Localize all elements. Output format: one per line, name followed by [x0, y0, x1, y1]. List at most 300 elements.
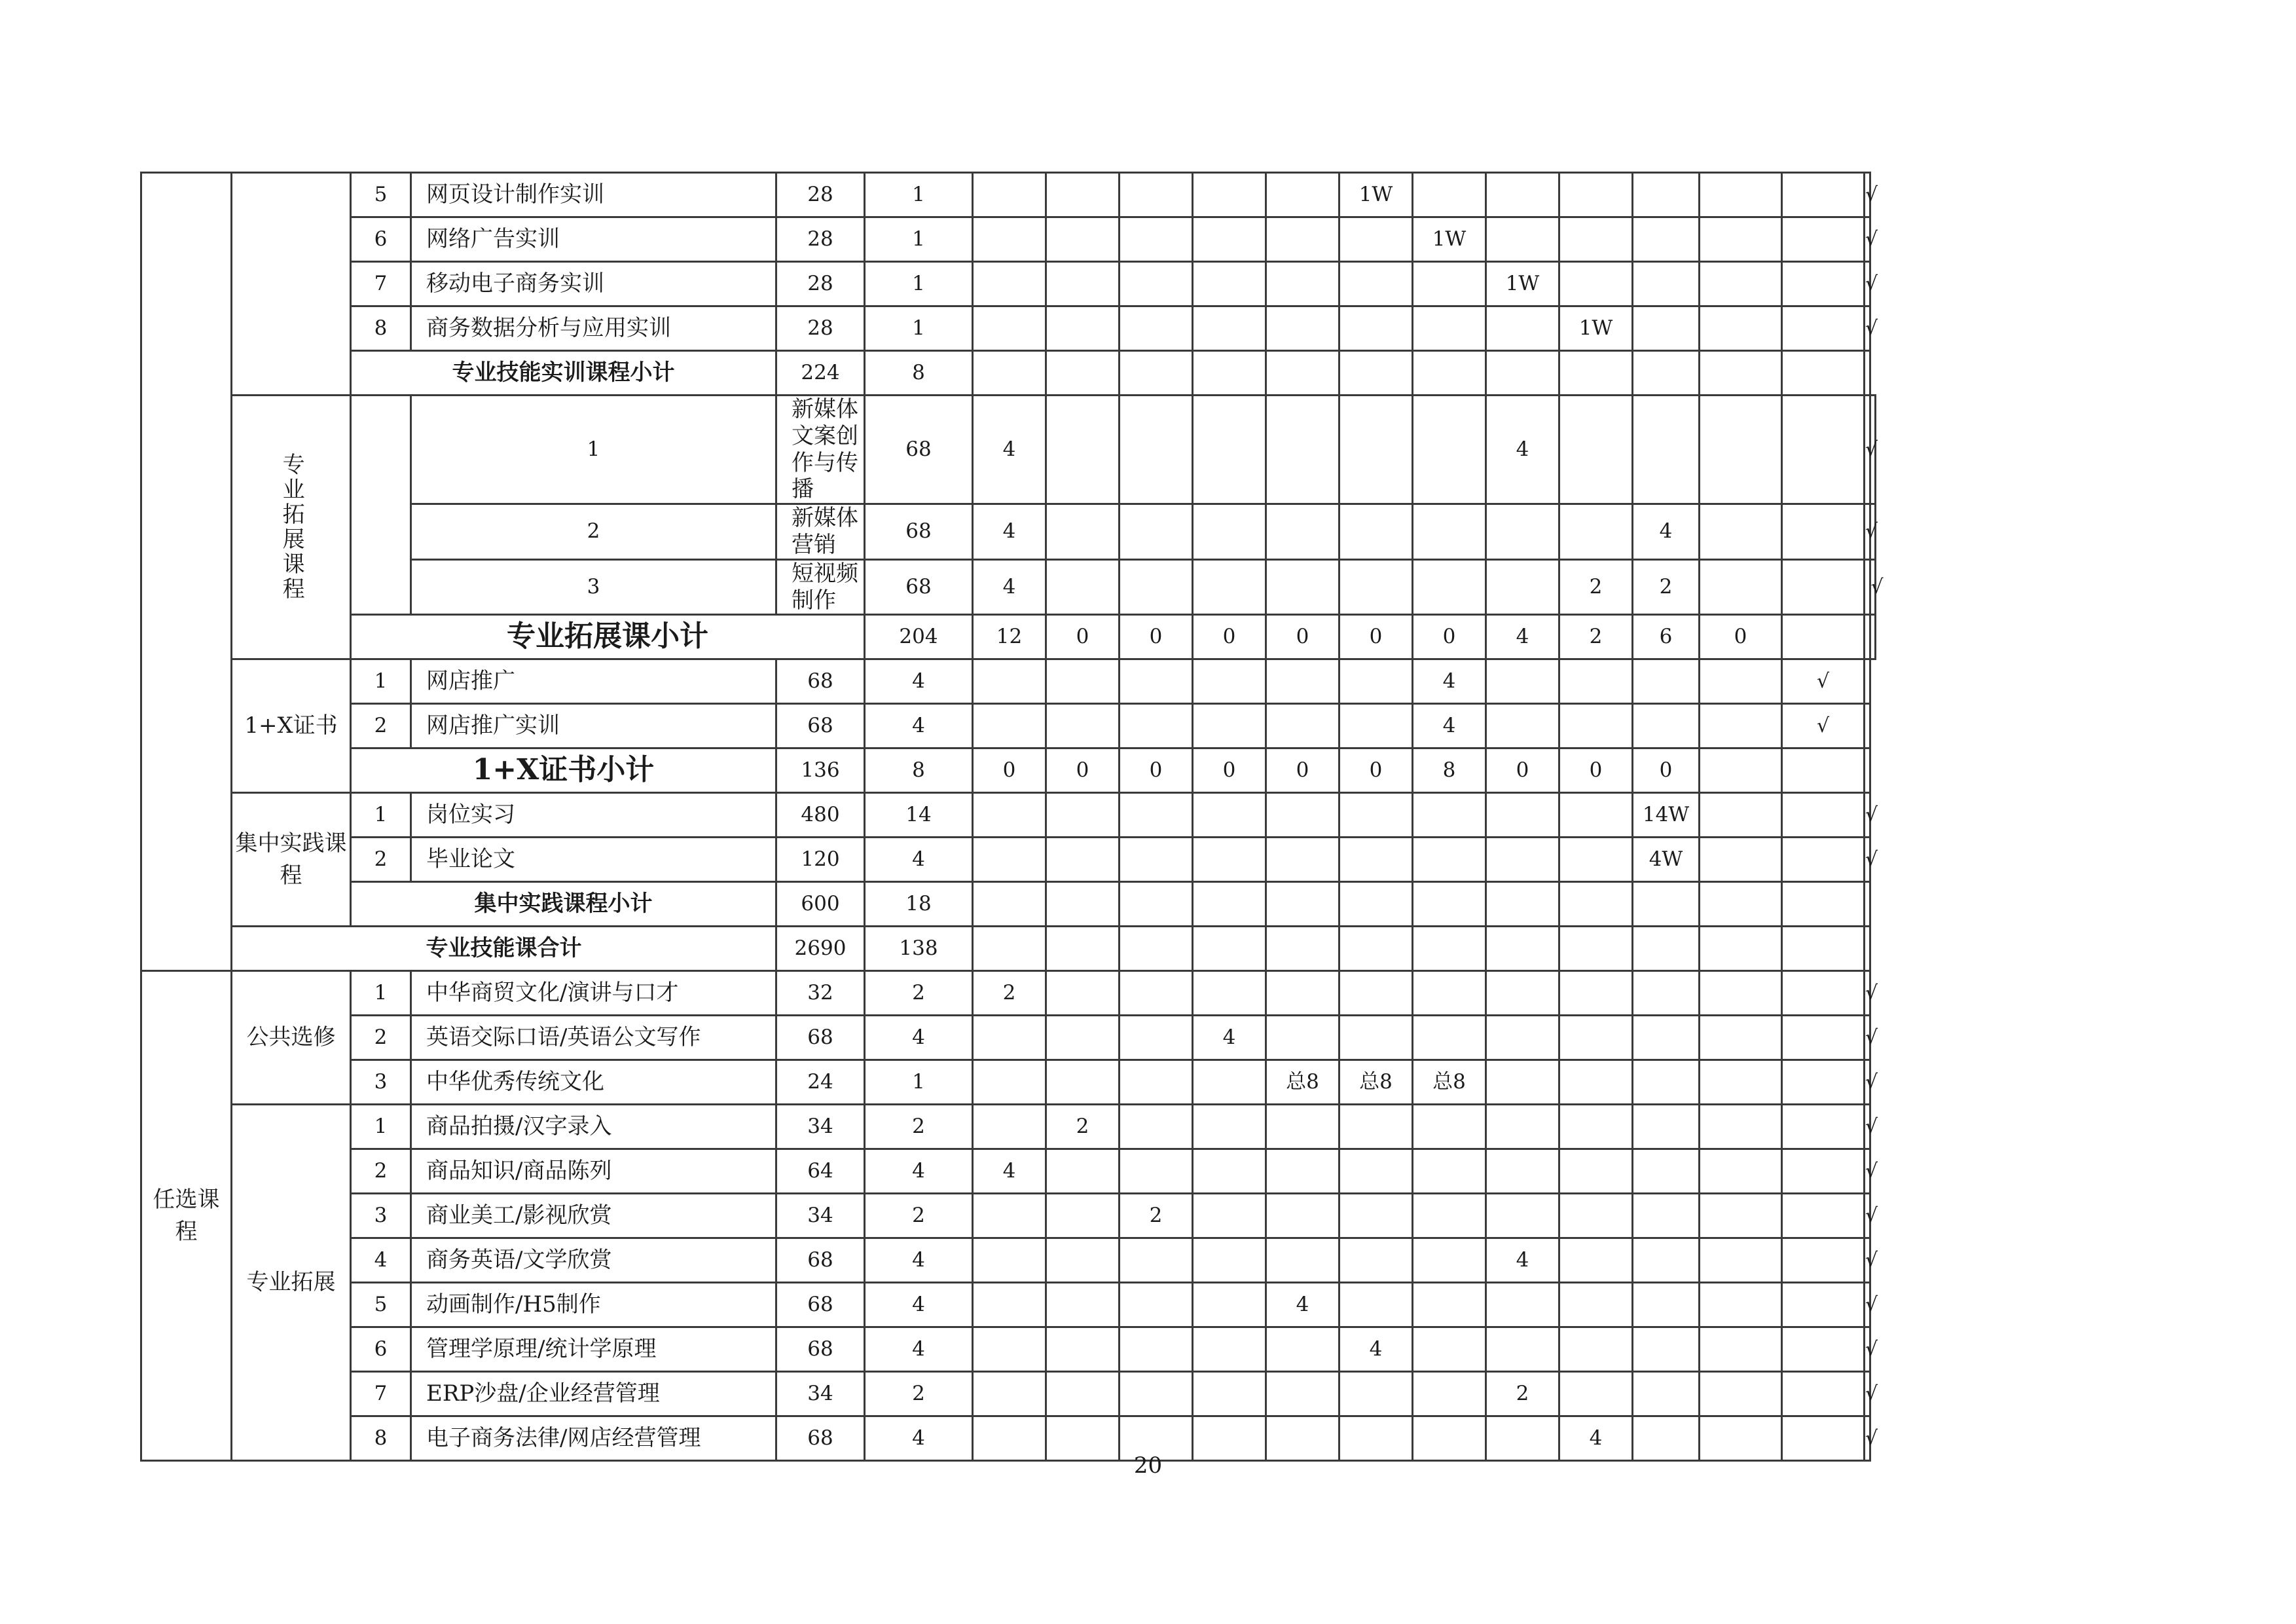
semester-cell: [1633, 262, 1700, 306]
semester-cell: [1120, 217, 1193, 262]
semester-cell: [1046, 927, 1120, 971]
semester-cell: [1486, 838, 1559, 882]
semester-cell: [1559, 659, 1633, 704]
credit-cell: 4: [865, 659, 973, 704]
semester-cell: [973, 793, 1046, 838]
semester-cell: [1266, 882, 1339, 927]
exam-mark-cell: [1782, 793, 1865, 838]
semester-cell: [1193, 173, 1266, 217]
semester-cell: [1700, 704, 1782, 748]
semester-cell: [1339, 1105, 1413, 1149]
semester-cell: [1413, 173, 1486, 217]
semester-cell: [973, 927, 1046, 971]
semester-cell: [1046, 351, 1120, 396]
course-name: 商品拍摄/汉字录入: [411, 1105, 776, 1149]
table-row: [141, 748, 1876, 793]
semester-cell: 0: [1559, 748, 1633, 793]
exam-mark-cell: [1865, 615, 1870, 659]
semester-cell: 总8: [1266, 1060, 1339, 1105]
semester-cell: [1633, 351, 1700, 396]
semester-cell: [1339, 971, 1413, 1016]
semester-cell: [1120, 262, 1193, 306]
check-mark-cell: [1865, 748, 1870, 793]
exam-mark-cell: [1782, 173, 1865, 217]
semester-cell: [1700, 217, 1782, 262]
semester-cell: [1700, 793, 1782, 838]
semester-cell: 2: [1633, 559, 1700, 615]
hours-cell: 24: [776, 1060, 865, 1105]
semester-cell: [1120, 971, 1193, 1016]
hours-cell: 28: [776, 173, 865, 217]
table-row: [141, 1016, 1876, 1060]
hours-cell: 34: [776, 1194, 865, 1238]
check-mark-cell: √: [1865, 306, 1870, 351]
check-mark-cell: √: [1865, 1327, 1870, 1372]
semester-cell: [1266, 1372, 1339, 1416]
semester-cell: [1559, 262, 1633, 306]
table-row: [141, 306, 1876, 351]
semester-cell: [1559, 504, 1633, 560]
hours-cell: 68: [776, 1238, 865, 1283]
semester-cell: [1046, 1238, 1120, 1283]
semester-cell: [1559, 1327, 1633, 1372]
semester-cell: 0: [1046, 615, 1120, 659]
check-mark-cell: √: [1865, 1194, 1870, 1238]
semester-cell: [1559, 173, 1633, 217]
semester-cell: [1633, 1149, 1700, 1194]
exam-mark-cell: [1782, 1238, 1865, 1283]
exam-mark-cell: [1782, 927, 1865, 971]
semester-cell: [1266, 1327, 1339, 1372]
semester-cell: [1486, 1149, 1559, 1194]
semester-cell: 1W: [1413, 217, 1486, 262]
semester-cell: 0: [1486, 748, 1559, 793]
semester-cell: [1120, 1016, 1193, 1060]
semester-cell: [1046, 793, 1120, 838]
check-mark-cell: √: [1865, 1416, 1870, 1461]
semester-cell: 4: [1486, 396, 1559, 504]
semester-cell: [1120, 882, 1193, 927]
exam-mark-cell: [1782, 1016, 1865, 1060]
check-mark-cell: √: [1865, 793, 1870, 838]
semester-cell: [973, 1194, 1046, 1238]
semester-cell: [1266, 838, 1339, 882]
semester-cell: [1413, 1238, 1486, 1283]
table-row: [141, 1372, 1876, 1416]
semester-cell: [1700, 1105, 1782, 1149]
semester-cell: [1193, 704, 1266, 748]
check-mark-cell: √: [1865, 838, 1870, 882]
hours-cell: 68: [776, 1016, 865, 1060]
credit-cell: 2: [865, 1105, 973, 1149]
semester-cell: [1266, 971, 1339, 1016]
semester-cell: 1W: [1339, 173, 1413, 217]
semester-cell: [1700, 1194, 1782, 1238]
hours-cell: 136: [776, 748, 865, 793]
semester-cell: [1120, 173, 1193, 217]
semester-cell: [1046, 882, 1120, 927]
semester-cell: [1339, 306, 1413, 351]
semester-cell: [1193, 1149, 1266, 1194]
semester-cell: [1046, 396, 1120, 504]
semester-cell: [1633, 1283, 1700, 1327]
credit-cell: 4: [973, 504, 1046, 560]
semester-cell: [1700, 504, 1782, 560]
group-practice-label: 集中实践课程: [232, 793, 351, 927]
semester-cell: [1193, 793, 1266, 838]
credit-cell: 4: [973, 396, 1046, 504]
semester-cell: [1559, 351, 1633, 396]
semester-cell: 2: [973, 971, 1046, 1016]
table-row: [141, 615, 1876, 659]
semester-cell: [1266, 173, 1339, 217]
row-number: 6: [351, 1327, 411, 1372]
semester-cell: [1700, 1372, 1782, 1416]
semester-cell: [1633, 882, 1700, 927]
check-mark-cell: [1870, 615, 1876, 659]
course-name: 中华商贸文化/演讲与口才: [411, 971, 776, 1016]
semester-cell: [1486, 1105, 1559, 1149]
check-mark-cell: √: [1865, 262, 1870, 306]
table-row: [141, 1060, 1876, 1105]
semester-cell: 4: [1633, 504, 1700, 560]
semester-cell: [1633, 704, 1700, 748]
semester-cell: 6: [1633, 615, 1700, 659]
semester-cell: [1120, 659, 1193, 704]
semester-cell: [1339, 559, 1413, 615]
semester-cell: [1339, 396, 1413, 504]
hours-cell: 68: [776, 1416, 865, 1461]
semester-cell: [973, 659, 1046, 704]
semester-cell: [1700, 748, 1782, 793]
exam-mark-cell: [1782, 1149, 1865, 1194]
semester-cell: [1700, 882, 1782, 927]
semester-cell: [1413, 396, 1486, 504]
row-number: 4: [351, 1238, 411, 1283]
semester-cell: 4: [1339, 1327, 1413, 1372]
row-number: 8: [351, 306, 411, 351]
hours-cell: 480: [776, 793, 865, 838]
subtotal-label: 专业拓展课小计: [351, 615, 865, 659]
semester-cell: [1120, 559, 1193, 615]
course-name: 新媒体文案创作与传播: [776, 396, 865, 504]
credit-cell: 4: [865, 838, 973, 882]
group-cert-label: 1+X证书: [232, 659, 351, 793]
semester-cell: [1120, 1105, 1193, 1149]
semester-cell: [1339, 1283, 1413, 1327]
semester-cell: [1193, 971, 1266, 1016]
semester-cell: [1266, 927, 1339, 971]
credit-cell: 14: [865, 793, 973, 838]
semester-cell: [1633, 927, 1700, 971]
table-row: [141, 1283, 1876, 1327]
semester-cell: 0: [1266, 748, 1339, 793]
subtotal-label: 专业技能实训课程小计: [351, 351, 776, 396]
semester-cell: [1782, 396, 1865, 504]
credit-cell: 1: [865, 262, 973, 306]
semester-cell: [1486, 1327, 1559, 1372]
semester-cell: [1193, 306, 1266, 351]
semester-cell: [1339, 1194, 1413, 1238]
semester-cell: [1486, 559, 1559, 615]
check-mark-cell: [1865, 704, 1870, 748]
row-number: 3: [411, 559, 776, 615]
table-row: [141, 217, 1876, 262]
semester-cell: 4: [1413, 704, 1486, 748]
course-name: 网页设计制作实训: [411, 173, 776, 217]
hours-cell: 34: [776, 1372, 865, 1416]
semester-cell: 2: [1559, 615, 1633, 659]
hours-cell: 28: [776, 306, 865, 351]
credit-cell: 1: [865, 217, 973, 262]
semester-cell: [1339, 217, 1413, 262]
credit-cell: 8: [865, 748, 973, 793]
credit-cell: 1: [865, 173, 973, 217]
hours-cell: 68: [865, 504, 973, 560]
semester-cell: [1559, 971, 1633, 1016]
semester-cell: [1266, 262, 1339, 306]
exam-mark-cell: √: [1865, 396, 1870, 504]
semester-cell: [973, 1105, 1046, 1149]
semester-cell: [1339, 504, 1413, 560]
semester-cell: [1559, 396, 1633, 504]
semester-cell: [1193, 504, 1266, 560]
hours-cell: 32: [776, 971, 865, 1016]
course-name: 动画制作/H5制作: [411, 1283, 776, 1327]
hours-cell: 68: [865, 396, 973, 504]
semester-cell: [1339, 882, 1413, 927]
semester-cell: [1413, 793, 1486, 838]
row-number: 3: [351, 1060, 411, 1105]
credit-cell: 4: [865, 1149, 973, 1194]
exam-mark-cell: [1782, 1194, 1865, 1238]
semester-cell: [1120, 1372, 1193, 1416]
hours-cell: 28: [776, 262, 865, 306]
credit-cell: 1: [865, 1060, 973, 1105]
check-mark-cell: √: [1865, 971, 1870, 1016]
hours-cell: 28: [776, 217, 865, 262]
semester-cell: [1046, 1372, 1120, 1416]
subtotal-label: 1+X证书小计: [351, 748, 776, 793]
exam-mark-cell: [1865, 559, 1870, 615]
semester-cell: [1120, 838, 1193, 882]
semester-cell: [1633, 1372, 1700, 1416]
semester-cell: [1046, 1194, 1120, 1238]
semester-cell: [1413, 351, 1486, 396]
course-name: 管理学原理/统计学原理: [411, 1327, 776, 1372]
semester-cell: [973, 1327, 1046, 1372]
hours-cell: 68: [776, 659, 865, 704]
semester-cell: [1700, 1016, 1782, 1060]
credit-cell: 4: [865, 1238, 973, 1283]
semester-cell: [1120, 1327, 1193, 1372]
semester-cell: [1782, 615, 1865, 659]
semester-cell: [1339, 927, 1413, 971]
semester-cell: 8: [1413, 748, 1486, 793]
semester-cell: [1120, 396, 1193, 504]
hours-cell: 68: [776, 704, 865, 748]
semester-cell: [1413, 838, 1486, 882]
elective-category-label: 任选课程: [141, 971, 232, 1461]
semester-cell: [1046, 1283, 1120, 1327]
semester-cell: [1413, 306, 1486, 351]
table-row: [141, 704, 1876, 748]
credit-cell: 4: [973, 559, 1046, 615]
semester-cell: [1700, 659, 1782, 704]
table-row: [141, 1327, 1876, 1372]
semester-cell: [973, 704, 1046, 748]
semester-cell: [1559, 704, 1633, 748]
semester-cell: [1413, 1372, 1486, 1416]
semester-cell: [1633, 173, 1700, 217]
semester-cell: [1486, 306, 1559, 351]
course-name: 短视频制作: [776, 559, 865, 615]
credit-cell: 2: [865, 1194, 973, 1238]
row-number: 6: [351, 217, 411, 262]
semester-cell: [1413, 927, 1486, 971]
semester-cell: [1193, 559, 1266, 615]
row-number: 1: [351, 1105, 411, 1149]
semester-cell: [1559, 1238, 1633, 1283]
semester-cell: [1413, 882, 1486, 927]
semester-cell: [1413, 559, 1486, 615]
row-number: 1: [351, 659, 411, 704]
semester-cell: [1046, 1327, 1120, 1372]
table-row: [141, 173, 1876, 217]
semester-cell: 2: [1120, 1194, 1193, 1238]
semester-cell: [1700, 351, 1782, 396]
row-number: 2: [411, 504, 776, 560]
credit-cell: 4: [865, 704, 973, 748]
semester-cell: 14W: [1633, 793, 1700, 838]
semester-cell: [1486, 1283, 1559, 1327]
course-name: 网店推广实训: [411, 704, 776, 748]
check-mark-cell: √: [1865, 1016, 1870, 1060]
table-row: [141, 793, 1876, 838]
semester-cell: [1413, 1149, 1486, 1194]
row-number: 5: [351, 173, 411, 217]
semester-cell: [1633, 396, 1700, 504]
row-number: 1: [351, 793, 411, 838]
semester-cell: [1339, 704, 1413, 748]
semester-cell: [1413, 504, 1486, 560]
semester-cell: [1633, 306, 1700, 351]
exam-mark-cell: [1782, 838, 1865, 882]
course-name: 中华优秀传统文化: [411, 1060, 776, 1105]
semester-cell: [973, 1283, 1046, 1327]
semester-cell: [1193, 351, 1266, 396]
semester-cell: [973, 1372, 1046, 1416]
semester-cell: [973, 838, 1046, 882]
semester-cell: 0: [973, 748, 1046, 793]
course-name: 商业美工/影视欣赏: [411, 1194, 776, 1238]
semester-cell: 4: [1193, 1016, 1266, 1060]
semester-cell: [1486, 1194, 1559, 1238]
semester-cell: [1339, 659, 1413, 704]
semester-cell: [1120, 927, 1193, 971]
course-name: 商务英语/文学欣赏: [411, 1238, 776, 1283]
semester-cell: [973, 1238, 1046, 1283]
semester-cell: [1700, 173, 1782, 217]
table-row: [141, 1194, 1876, 1238]
outer-category-cell: [141, 173, 232, 971]
semester-cell: [973, 1060, 1046, 1105]
table-row: [141, 971, 1876, 1016]
row-number: 7: [351, 262, 411, 306]
exam-mark-cell: [1782, 351, 1865, 396]
semester-cell: [1559, 1105, 1633, 1149]
semester-cell: 0: [1120, 615, 1193, 659]
semester-cell: [1266, 1149, 1339, 1194]
semester-cell: [1339, 1238, 1413, 1283]
semester-cell: [1413, 1283, 1486, 1327]
semester-cell: [1700, 559, 1782, 615]
semester-cell: [1559, 217, 1633, 262]
semester-cell: [1046, 559, 1120, 615]
table-row: [141, 1149, 1876, 1194]
semester-cell: [1413, 1194, 1486, 1238]
semester-cell: [1700, 1060, 1782, 1105]
semester-cell: [973, 882, 1046, 927]
exam-mark-cell: √: [1865, 504, 1870, 560]
semester-cell: [1559, 1194, 1633, 1238]
semester-cell: [1633, 1016, 1700, 1060]
semester-cell: [1700, 1238, 1782, 1283]
credit-cell: 2: [865, 971, 973, 1016]
semester-cell: 4: [1486, 615, 1559, 659]
check-mark-cell: [1865, 351, 1870, 396]
semester-cell: [973, 217, 1046, 262]
row-number: 5: [351, 1283, 411, 1327]
semester-cell: [1266, 306, 1339, 351]
credit-cell: 4: [865, 1283, 973, 1327]
semester-cell: [1339, 1149, 1413, 1194]
row-number: 2: [351, 1149, 411, 1194]
group-public-label: 公共选修: [232, 971, 351, 1105]
semester-cell: [1193, 882, 1266, 927]
semester-cell: [1486, 1016, 1559, 1060]
semester-cell: [1782, 504, 1865, 560]
semester-cell: [973, 351, 1046, 396]
semester-cell: [1266, 217, 1339, 262]
credit-cell: 18: [865, 882, 973, 927]
row-number: 2: [351, 838, 411, 882]
semester-cell: [1266, 659, 1339, 704]
semester-cell: [1486, 217, 1559, 262]
credit-cell: 1: [865, 306, 973, 351]
table-row: [141, 351, 1876, 396]
semester-cell: [1193, 396, 1266, 504]
hours-cell: 64: [776, 1149, 865, 1194]
semester-cell: [1046, 262, 1120, 306]
semester-cell: [1266, 1016, 1339, 1060]
semester-cell: [1486, 659, 1559, 704]
exam-mark-cell: [1782, 1283, 1865, 1327]
table-row: [141, 838, 1876, 882]
semester-cell: 4: [1266, 1283, 1339, 1327]
table-row: [141, 1238, 1876, 1283]
semester-cell: [1193, 217, 1266, 262]
semester-cell: [1120, 504, 1193, 560]
semester-cell: 0: [1413, 615, 1486, 659]
exam-mark-cell: [1782, 1105, 1865, 1149]
course-name: 电子商务法律/网店经营管理: [411, 1416, 776, 1461]
page-number: 20: [1133, 1452, 1163, 1479]
semester-cell: [1633, 971, 1700, 1016]
exam-mark-cell: [1782, 1372, 1865, 1416]
semester-cell: [1046, 504, 1120, 560]
semester-cell: [1559, 1016, 1633, 1060]
